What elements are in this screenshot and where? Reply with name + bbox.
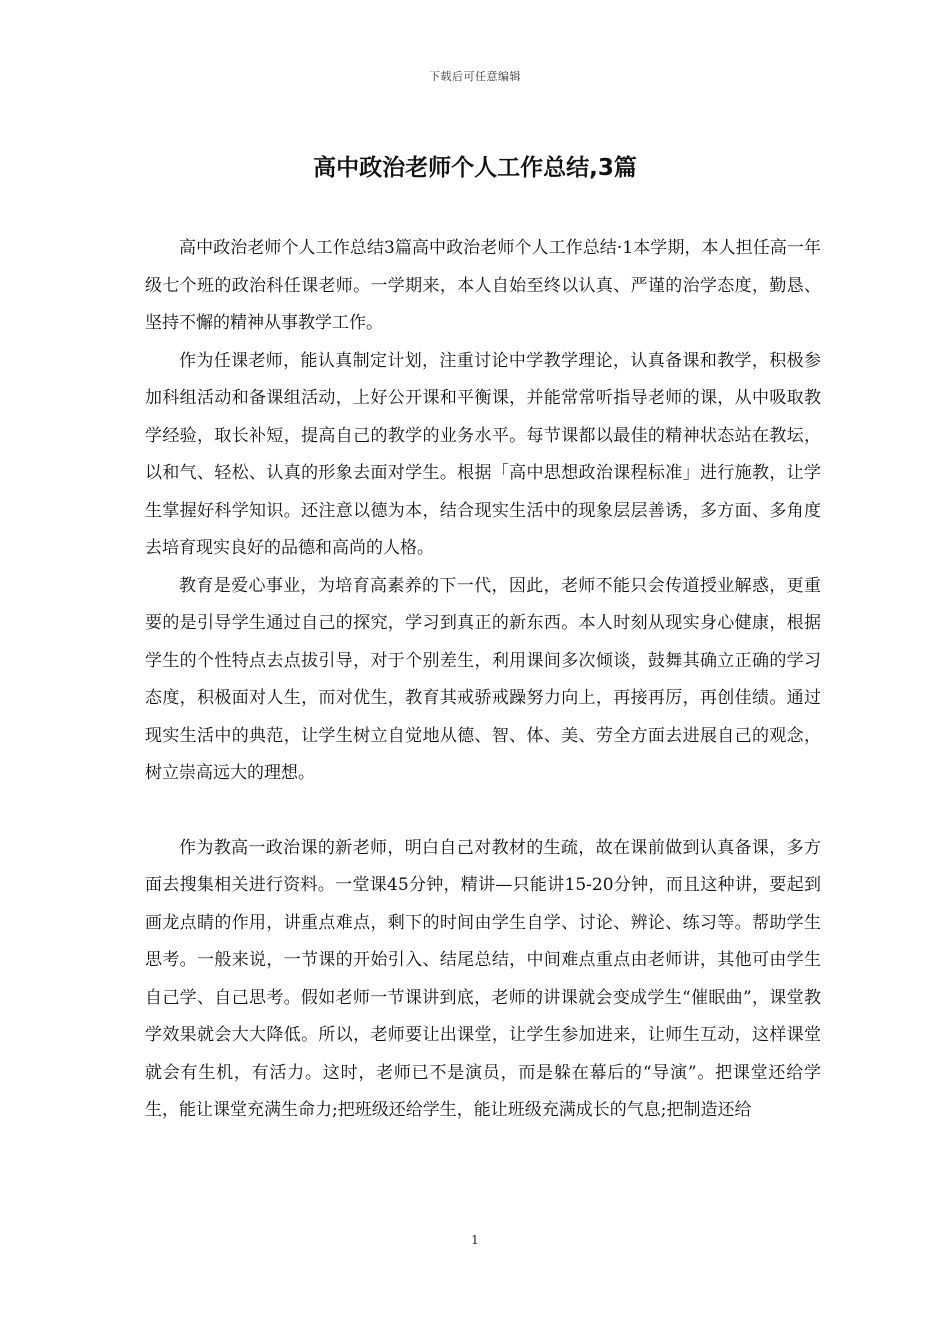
page-number: 1 (471, 1233, 479, 1247)
document-title: 高中政治老师个人工作总结,3篇 (313, 155, 637, 181)
paragraph-student-guidance: 教育是爱心事业，为培育高素养的下一代，因此，老师不能只会传道授业解惑，更重要的是引导学生通过自己的探究，学习到真正的新东西。本人时刻从现实身心健康，根据学生的个性特点去点拔引导，对于个别差生，利用课间多次倾谈，鼓舞其确立正确的学习态度，积极面对人生，而对优生，教育其戒骄戒躁努力向上，再接再厉，再创佳绩。通过现实生活中的典范，让学生树立自觉地从德、智、体、美、劳全方面去进展自己的观念，树立崇高远大的理想。 (145, 575, 821, 783)
paragraph-classroom-method: 作为教高一政治课的新老师，明白自己对教材的生疏，故在课前做到认真备课，多方面去搜集相关进行资料。一堂课45分钟，精讲—只能讲15-20分钟，而且这种讲，要起到画龙点睛的作用，讲重点难点，剩下的时间由学生自学、讨论、辨论、练习等。帮助学生思考。一般来说，一节课的开始引入、结尾总结，中间难点重点由老师讲，其他可由学生自己学、自己思考。假如老师一节课讲到底，老师的讲课就会变成学生“催眠曲”，课堂教学效果就会大大降低。所以，老师要让出课堂，让学生参加进来，让师生互动，这样课堂就会有生机，有活力。这时，老师已不是演员，而是躲在幕后的“导演”。把课堂还给学生，能让课堂充满生命力;把班级还给学生，能让班级充满成长的气息;把制造还给 (145, 837, 821, 1120)
document-body (145, 230, 821, 1130)
header-note: 下载后可任意编辑 (429, 70, 521, 83)
paragraph-teaching-plan: 作为任课老师，能认真制定计划，注重讨论中学教学理论，认真备课和教学，积极参加科组活动和备课组活动，上好公开课和平衡课，并能常常听指导老师的课，从中吸取教学经验，取长补短，提高自己的教学的业务水平。每节课都以最佳的精神状态站在教坛，以和气、轻松、认真的形象去面对学生。根据「高中思想政治课程标准」进行施教，让学生掌握好科学知识。还注意以德为本，结合现实生活中的现象层层善诱，多方面、多角度去培育现实良好的品德和高尚的人格。 (145, 350, 821, 558)
paragraph-intro: 高中政治老师个人工作总结3篇高中政治老师个人工作总结·1本学期，本人担任高一年级七个班的政治科任课老师。一学期来，本人自始至终以认真、严谨的治学态度，勤恳、坚持不懈的精神从事教学工作。 (145, 238, 821, 333)
